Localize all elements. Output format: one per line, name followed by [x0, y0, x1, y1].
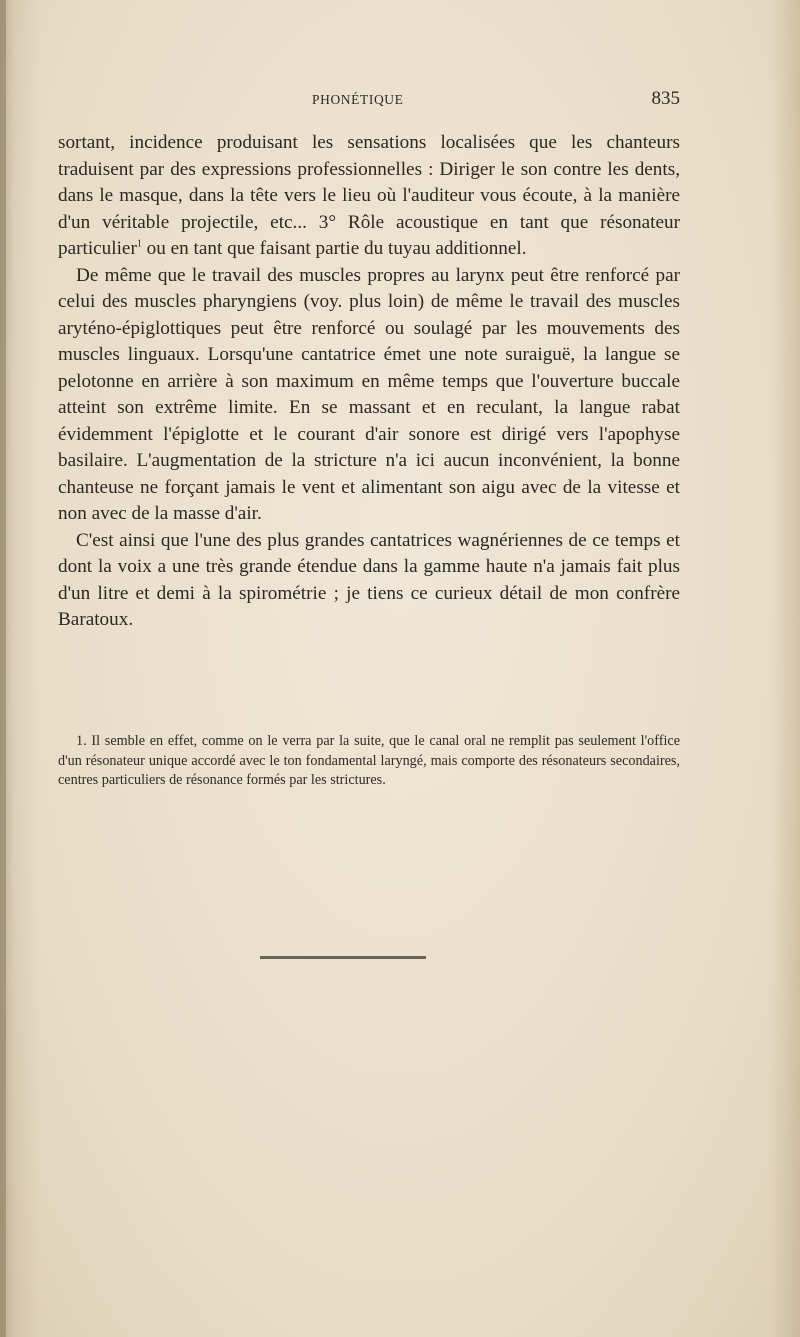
- page-header: [58, 88, 680, 118]
- paragraph-3: C'est ainsi que l'une des plus grandes cantatrices wagnériennes de ce temps et dont la voix a une très grande étendue dans la gamme haute n'a jamais fait plus d'un litre et demi à la spirométrie ; je tiens ce curieux détail de mon confrère Baratoux.: [58, 529, 680, 630]
- paragraph-1: [58, 130, 680, 263]
- paragraph-1-tail: ou en tant que faisant partie du tuyau additionnel.: [141, 238, 527, 259]
- page-binding-edge: [0, 0, 6, 1337]
- footnote: 1. Il semble en effet, comme on le verra par la suite, que le canal oral ne remplit pas seulement l'office d'un résonateur unique accordé avec le ton fondamental laryngé, mais comporte des résonateurs secondaires, centres particuliers de résonance formés par les strictures.: [58, 733, 680, 788]
- paragraph-2: De même que le travail des muscles propres au larynx peut être renforcé par celui des muscles pharyngiens (voy. plus loin) de même le travail des muscles aryténo-épiglottiques peut être renforcé ou soulagé par les mouvements des muscles linguaux. Lorsqu'une cantatrice émet une note suraiguë, la langue se pelotonne en arrière à son maximum en même temps que l'ouverture buccale atteint son extrême limite. En se massant et en reculant, la langue rabat évidemment l'épiglotte et le courant d'air sonore est dirigé vers l'apophyse basilaire. L'augmentation de la stricture n'a ici aucun inconvénient, la bonne chanteuse ne forçant jamais le vent et alimentant son aigu avec de la vitesse et non avec de la masse d'air.: [58, 264, 680, 524]
- running-head: PHONÉTIQUE: [312, 92, 404, 107]
- horizontal-rule: [260, 956, 426, 959]
- page-number: 835: [651, 88, 680, 109]
- paragraph-1-text: sortant, incidence produisant les sensations localisées que les chanteurs traduisent par des expressions professionnelles : Diriger le son contre les dents, dans le masque, dans la tête vers le lieu où l'auditeur vous écoute, à la manière d'un véritable projectile, etc... 3° Rôle acoustique en tant que résonateur particulier: [58, 132, 680, 259]
- footnote-reference: 1: [136, 238, 142, 250]
- main-text: [58, 130, 680, 634]
